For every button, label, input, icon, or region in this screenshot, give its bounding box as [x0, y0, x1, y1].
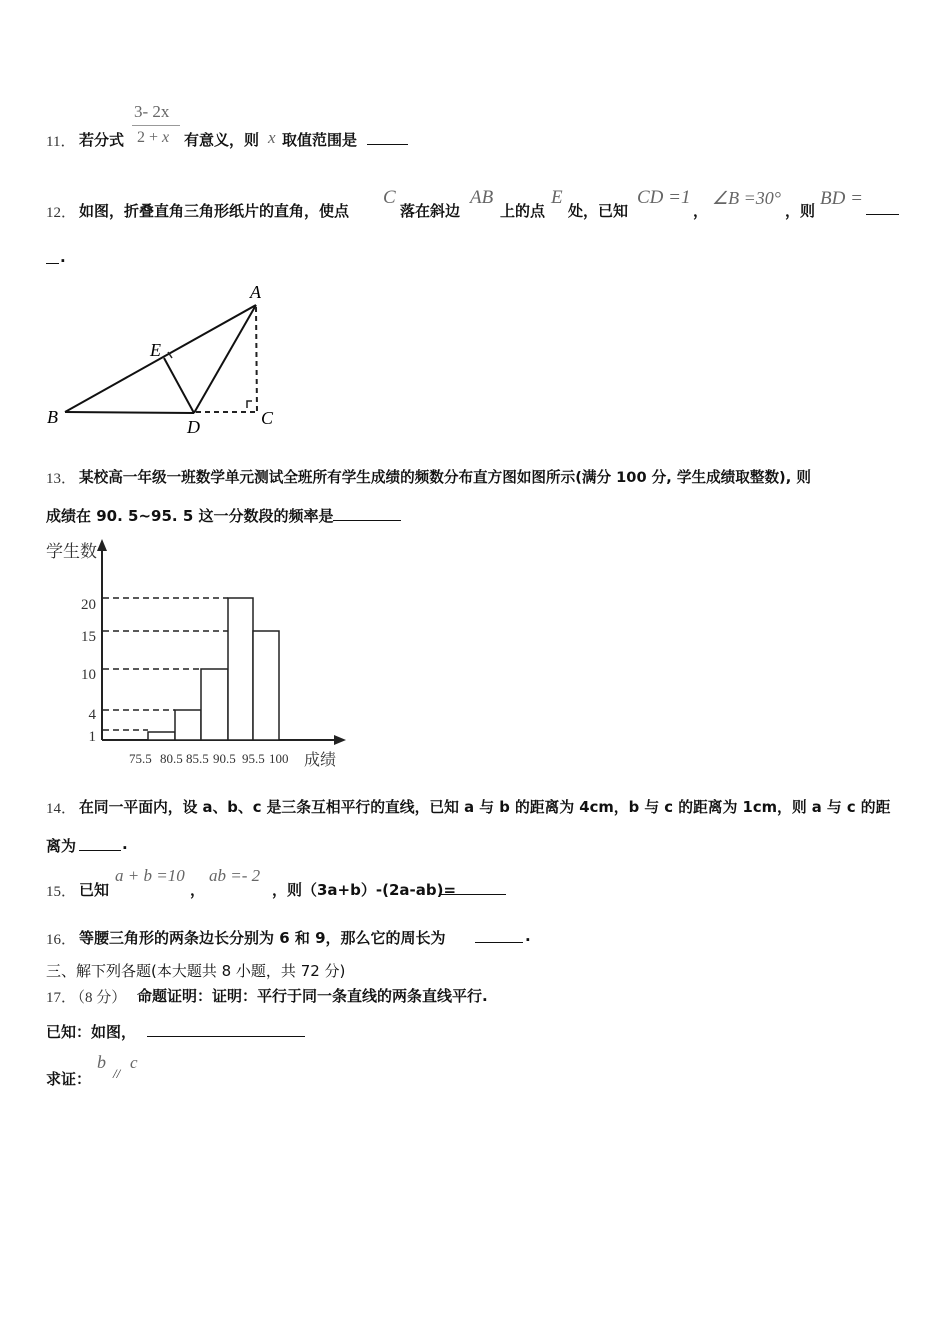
answer-blank-continued[interactable]	[46, 249, 59, 264]
fraction-denominator: 2 + x	[137, 129, 170, 146]
question-text: 命题证明：证明：平行于同一条直线的两条直线平行.	[137, 987, 488, 1005]
svg-text:90.5: 90.5	[213, 751, 236, 766]
point-c: C	[383, 187, 396, 208]
period: .	[60, 248, 66, 266]
given-blank[interactable]	[147, 1022, 305, 1037]
answer-blank[interactable]	[866, 200, 899, 215]
period: .	[122, 835, 128, 853]
svg-text:4: 4	[88, 707, 96, 723]
histogram-chart	[40, 535, 350, 775]
variable-x: x	[268, 128, 276, 147]
period: .	[525, 927, 531, 945]
fraction-numerator: 3- 2x	[134, 102, 170, 121]
line-b: b	[97, 1052, 106, 1072]
x-axis-label: 成绩	[304, 750, 337, 769]
bar-75.5-80.5	[148, 732, 175, 740]
question-text: 若分式	[79, 131, 125, 149]
y-axis-arrow	[97, 539, 107, 551]
question-number: 17．	[46, 990, 77, 1006]
svg-text:80.5: 80.5	[160, 751, 183, 766]
segment-ed	[164, 358, 194, 413]
given-angle-b: ∠B =30°	[712, 188, 781, 208]
segment-bd	[65, 412, 194, 413]
question-text: ，则	[785, 202, 816, 220]
question-text: 离为	[46, 837, 77, 855]
svg-text:100: 100	[269, 751, 289, 766]
right-angle-mark	[247, 401, 252, 408]
equation-product: ab =- 2	[209, 866, 261, 885]
x-axis-arrow	[334, 735, 346, 745]
question-text: 某校高一年级一班数学单元测试全班所有学生成绩的频数分布直方图如图所示(满分 100 分, 学生成绩取整数), 则	[79, 469, 811, 486]
given-label: 已知：如图，	[46, 1023, 137, 1041]
question-text: 在同一平面内，设 a、b、c 是三条互相平行的直线，已知 a 与 b 的距离为 4cm，b 与 c 的距离为 1cm，则 a 与 c 的距	[79, 799, 891, 816]
question-number: 16．	[46, 932, 77, 948]
segment-ad	[194, 305, 256, 413]
label-e: E	[150, 340, 161, 360]
question-number: 13．	[46, 471, 77, 487]
bar-85.5-90.5	[201, 669, 228, 740]
svg-text:20: 20	[81, 597, 96, 613]
question-number: 15．	[46, 884, 77, 900]
svg-text:1: 1	[88, 729, 96, 745]
label-d: D	[187, 417, 200, 437]
svg-text:10: 10	[81, 667, 96, 683]
question-text: ，则（3a+b）-(2a-ab)=	[272, 881, 457, 899]
y-axis-label: 学生数	[46, 542, 97, 562]
answer-blank[interactable]	[333, 506, 401, 521]
svg-text:95.5: 95.5	[242, 751, 265, 766]
answer-blank[interactable]	[440, 880, 506, 895]
answer-blank[interactable]	[367, 130, 408, 145]
points: （8 分）	[70, 990, 127, 1006]
question-text: 有意义，则	[184, 131, 260, 149]
equation-sum: a + b =10	[115, 866, 185, 885]
label-a: A	[250, 282, 261, 302]
comma: ，	[693, 202, 709, 220]
question-number: 11．	[46, 134, 76, 150]
bar-95.5-100	[253, 631, 279, 740]
question-text: 落在斜边	[400, 202, 461, 220]
parallel-symbol: //	[113, 1066, 121, 1081]
answer-blank[interactable]	[79, 836, 121, 851]
triangle-figure	[40, 280, 290, 440]
point-e: E	[551, 187, 563, 208]
question-text: 等腰三角形的两条边长分别为 6 和 9，那么它的周长为	[79, 929, 446, 947]
question-text: 处，已知	[568, 202, 629, 220]
given-cd: CD =1	[637, 187, 691, 208]
svg-text:15: 15	[81, 629, 96, 645]
svg-text:85.5: 85.5	[186, 751, 209, 766]
section-heading: 三、解下列各题(本大题共 8 小题，共 72 分)	[46, 962, 346, 980]
question-number: 12．	[46, 205, 77, 221]
bar-90.5-95.5	[228, 598, 253, 740]
fraction-bar	[132, 125, 180, 126]
label-b: B	[47, 407, 58, 427]
question-text: 上的点	[500, 202, 546, 220]
bar-80.5-85.5	[175, 710, 201, 740]
line-c: c	[130, 1053, 138, 1072]
question-text: 如图，折叠直角三角形纸片的直角，使点	[79, 202, 350, 220]
question-text: 取值范围是	[282, 131, 358, 149]
question-number: 14．	[46, 801, 77, 817]
segment-ab: AB	[470, 187, 494, 208]
bd-equals: BD =	[820, 188, 863, 209]
svg-text:75.5: 75.5	[129, 751, 152, 766]
question-text: 已知	[79, 881, 110, 899]
answer-blank[interactable]	[475, 928, 523, 943]
question-text: 成绩在 90. 5~95. 5 这一分数段的频率是	[46, 507, 334, 525]
prove-label: 求证：	[46, 1070, 92, 1088]
label-c: C	[261, 408, 274, 428]
dashed-ac	[256, 307, 257, 412]
comma: ，	[190, 881, 206, 899]
